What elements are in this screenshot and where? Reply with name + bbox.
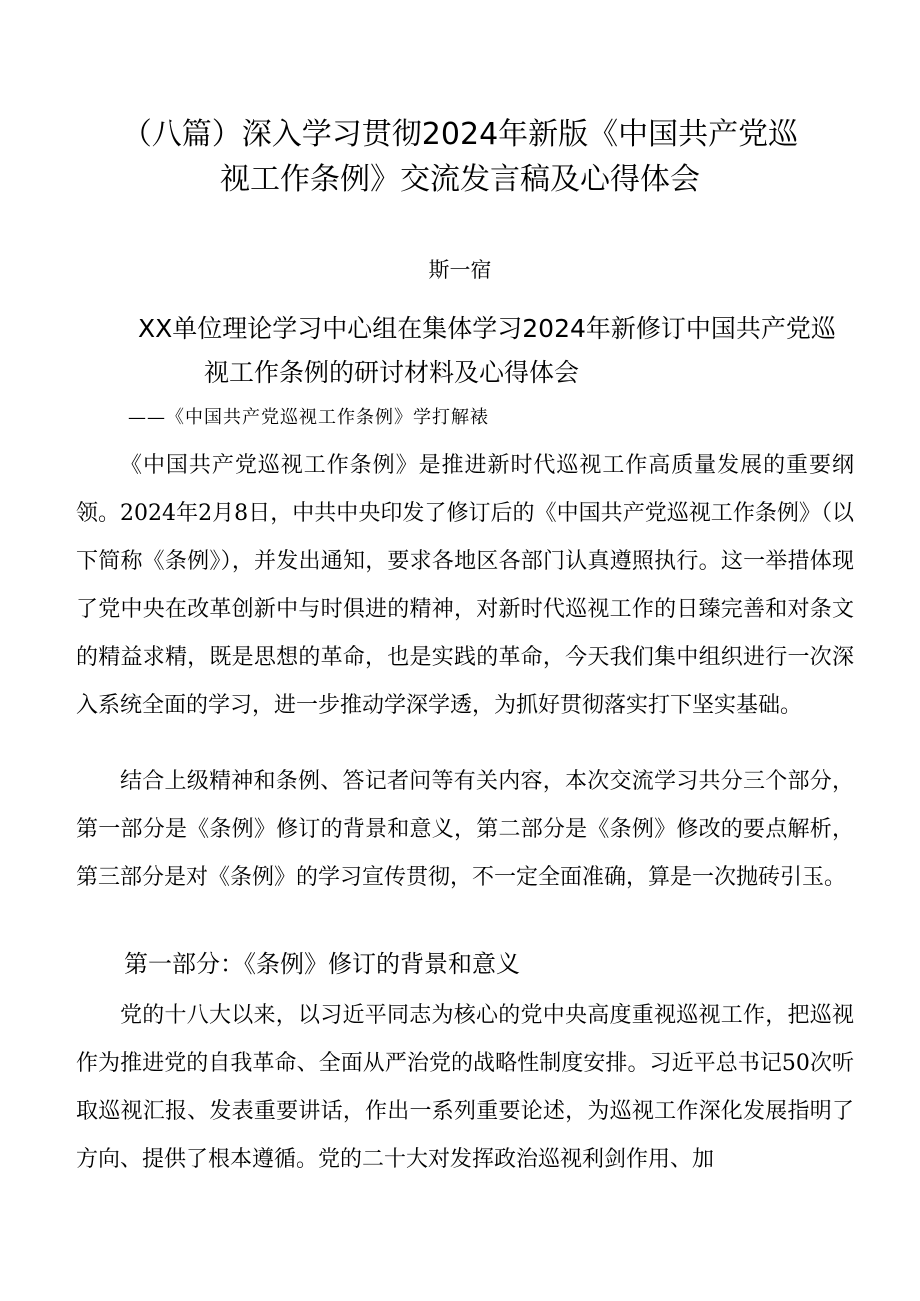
subtitle-line-2: 视工作条例的研讨材料及心得体会 (204, 358, 580, 387)
body-paragraph-intro: 《中国共产党巡视工作条例》是推进新时代巡视工作高质量发展的重要纲领。2024年2月8日，中共中央印发了修订后的《中国共产党巡视工作条例》（以下简称《条例》），并发出通知，要求各地区各部门认真遵照执行。这一举措体现了党中央在改革创新中与时俱进的精神，对新时代巡视工作的日臻完善和对条文的精益求精，既是思想的革命，也是实践的革命，今天我们集中组织进行一次深入系统全面的学习，进一步推动学深学透，为抓好贯彻落实打下坚实基础。 (76, 453, 854, 718)
part-number: 斯一宿 (428, 258, 492, 282)
byline: ——《中国共产党巡视工作条例》学打解裱 (128, 407, 489, 428)
document-title-line-2: 视工作条例》交流发言稿及心得体会 (220, 162, 700, 197)
body-paragraph-background: 党的十八大以来，以习近平同志为核心的党中央高度重视巡视工作，把巡视作为推进党的自我革命、全面从严治党的战略性制度安排。习近平总书记50次听取巡视汇报、发表重要讲话，作出一系列重要论述，为巡视工作深化发展指明了方向、提供了根本遵循。党的二十大对发挥政治巡视利剑作用、加 (76, 1003, 854, 1172)
section-heading: 第一部分：《条例》修订的背景和意义 (124, 950, 520, 978)
body-paragraph-outline: 结合上级精神和条例、答记者问等有关内容，本次交流学习共分三个部分，第一部分是《条例》修订的背景和意义，第二部分是《条例》修改的要点解析，第三部分是对《条例》的学习宣传贯彻，不一定全面准确，算是一次抛砖引玉。 (76, 769, 854, 890)
subtitle-line-1: XX单位理论学习中心组在集体学习2024年新修订中国共产党巡 (138, 314, 836, 343)
document-title-line-1: （八篇）深入学习贯彻2024年新版《中国共产党巡 (121, 117, 799, 152)
